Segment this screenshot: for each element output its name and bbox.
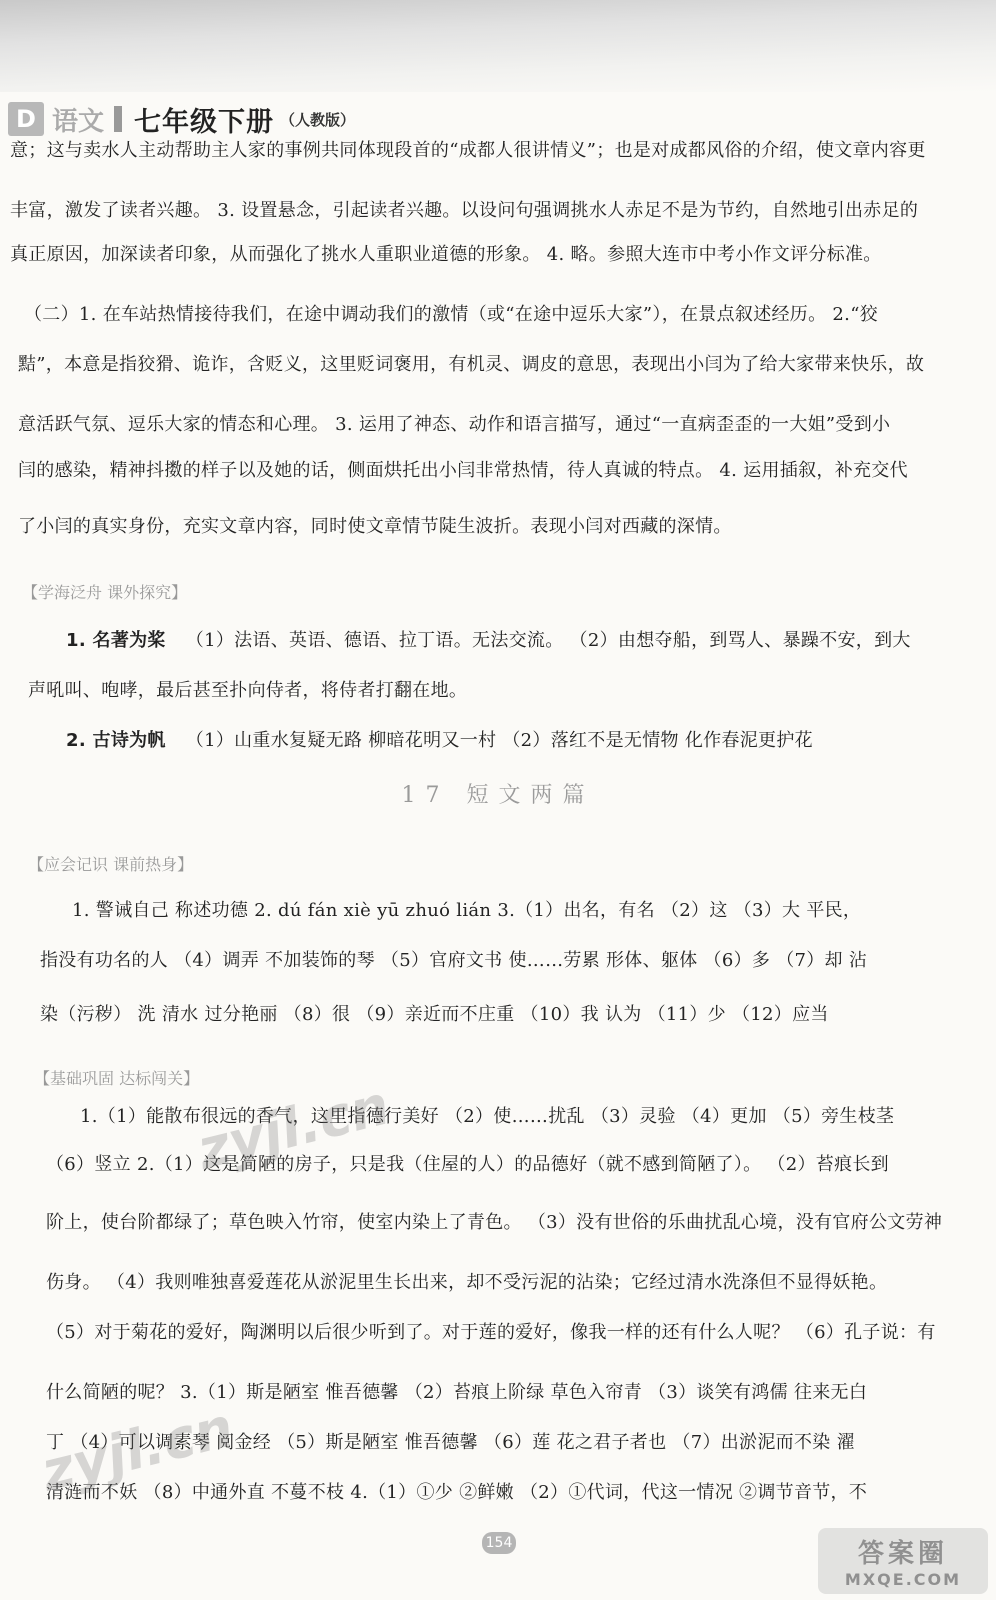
watermark-logo: zyjl.cn (35, 1395, 240, 1504)
famous-works-text: （1）法语、英语、德语、拉丁语。无法交流。 （2）由想夺船，到骂人、暴躁不安，到大 (185, 630, 911, 651)
text-line: 什么简陋的呢？ 3.（1）斯是陋室 惟吾德馨 （2）苔痕上阶绿 草色入帘青 （3）谈笑有鸿儒 往来无白 (46, 1382, 868, 1403)
text-line: 染（污秽） 洗 清水 过分艳丽 （8）很 （9）亲近而不庄重 （10）我 认为 （11）少 （12）应当 (40, 1004, 829, 1025)
subject-label: 语文 (52, 106, 105, 137)
text-line: 闫的感染，精神抖擞的样子以及她的话，侧面烘托出小闫非常热情，待人真诚的特点。 4. 运用插叙，补充交代 (18, 460, 908, 481)
text-line: 声吼叫、咆哮，最后甚至扑向侍者，将侍者打翻在地。 (28, 680, 468, 701)
corner-watermark-logo (818, 1528, 988, 1594)
text-line: （5）对于菊花的爱好，陶渊明以后很少听到了。对于莲的爱好，像我一样的还有什么人呢？ （6）孔子说：有 (46, 1322, 936, 1343)
poem-label: 2. 古诗为帆 (66, 730, 166, 751)
section-heading-basic: 【基础巩固 达标闯关】 (34, 1069, 200, 1088)
section-badge: D (8, 102, 44, 136)
text-line: 1. 警诫自己 称述功德 2. dú fán xiè yū zhuó lián 3.（1）出名，有名 （2）这 （3）大 平民， (72, 900, 862, 921)
section-heading-extension: 【学海泛舟 课外探究】 (22, 583, 188, 602)
famous-works-answer (66, 626, 911, 652)
page-number: 154 (482, 1532, 516, 1554)
text-line: 丁 （4）可以调素琴 阅金经 （5）斯是陋室 惟吾德馨 （6）莲 花之君子者也 （7）出淤泥而不染 濯 (46, 1432, 855, 1453)
watermark-logo: zyjl.cn (191, 1073, 396, 1182)
text-line: 了小闫的真实身份，充实文章内容，同时使文章情节陡生波折。表现小闫对西藏的深情。 (18, 516, 732, 537)
text-line: （6）竖立 2.（1）这是简陋的房子，只是我（住屋的人）的品德好（就不感到简陋了）。 （2）苔痕长到 (46, 1154, 889, 1175)
text-line: 指没有功名的人 （4）调弄 不加装饰的琴 （5）官府文书 使……劳累 形体、躯体 （6）多 （7）却 沾 (40, 950, 868, 971)
text-line: 阶上，使台阶都绿了；草色映入竹帘，使室内染上了青色。 （3）没有世俗的乐曲扰乱心境，没有官府公文劳神 (46, 1212, 943, 1233)
section-heading-warmup: 【应会记识 课前热身】 (28, 855, 194, 874)
poem-text: （1）山重水复疑无路 柳暗花明又一村 （2）落红不是无情物 化作春泥更护花 (185, 730, 813, 751)
text-line: 意活跃气氛、逗乐大家的情态和心理。 3. 运用了神态、动作和语言描写，通过“一直病歪歪的一大姐”受到小 (18, 414, 891, 435)
grade-title: 七年级下册 (134, 106, 275, 138)
text-line: （二）1. 在车站热情接待我们，在途中调动我们的激情（或“在途中逗乐大家”），在景点叙述经历。 2.“狡 (24, 304, 878, 325)
text-line: 意；这与卖水人主动帮助主人家的事例共同体现段首的“成都人很讲情义”；也是对成都风俗的介绍，使文章内容更 (10, 140, 926, 161)
text-line: 伤身。 （4）我则唯独喜爱莲花从淤泥里生长出来，却不受污泥的沾染；它经过清水洗涤但不显得妖艳。 (46, 1272, 888, 1293)
lesson-title: 17 短文两篇 (401, 783, 595, 808)
text-line: 丰富，激发了读者兴趣。 3. 设置悬念，引起读者兴趣。以设问句强调挑水人赤足不是为节约，自然地引出赤足的 (10, 200, 919, 221)
corner-logo-url: MXQE.COM (844, 1570, 962, 1589)
famous-works-label: 1. 名著为桨 (66, 630, 166, 651)
book-header (8, 98, 608, 140)
edition-label: （人教版） (280, 110, 356, 129)
text-line: 真正原因，加深读者印象，从而强化了挑水人重职业道德的形象。 4. 略。参照大连市中考小作文评分标准。 (10, 244, 882, 265)
text-line: 清涟而不妖 （8）中通外直 不蔓不枝 4.（1）①少 ②鲜嫩 （2）①代词，代这一情况 ②调节音节，不 (46, 1482, 868, 1503)
header-divider (114, 106, 122, 132)
corner-logo-title: 答案圈 (857, 1539, 948, 1569)
poem-answer (66, 726, 813, 752)
text-line: 黠”，本意是指狡猾、诡诈，含贬义，这里贬词褒用，有机灵、调皮的意思，表现出小闫为了给大家带来快乐，故 (18, 354, 925, 375)
page-top-shadow (0, 0, 996, 92)
text-line: 1.（1）能散布很远的香气，这里指德行美好 （2）使……扰乱 （3）灵验 （4）更加 （5）旁生枝茎 (80, 1106, 895, 1127)
